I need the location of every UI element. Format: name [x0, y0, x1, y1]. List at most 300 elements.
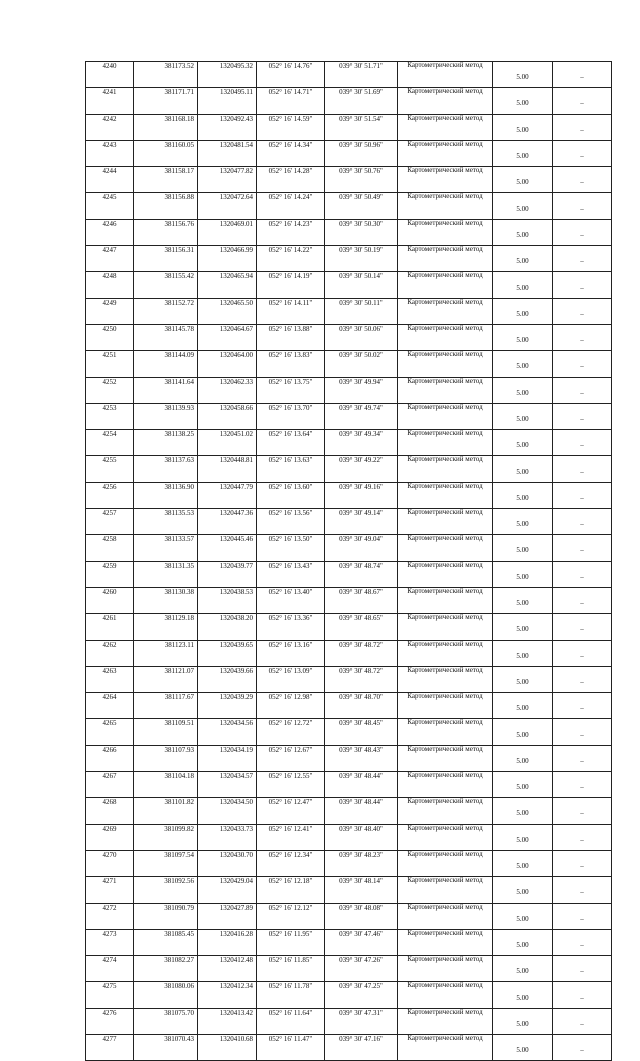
- accuracy-cell: 5.00: [493, 456, 553, 482]
- longitude-cell: 039° 30' 50.96": [325, 140, 398, 166]
- latitude-cell: 052° 16' 14.19": [257, 272, 325, 298]
- accuracy-cell: 5.00: [493, 246, 553, 272]
- table-row: [86, 193, 612, 219]
- latitude-cell: 052° 16' 13.09": [257, 666, 325, 692]
- table-row: [86, 850, 612, 876]
- accuracy-cell: 5.00: [493, 219, 553, 245]
- method-cell: Картометрический метод: [398, 1034, 493, 1060]
- method-cell: Картометрический метод: [398, 798, 493, 824]
- y-coordinate-cell: 1320447.36: [198, 509, 257, 535]
- note-cell: –: [553, 193, 612, 219]
- point-number-cell: 4270: [86, 850, 134, 876]
- note-cell: –: [553, 272, 612, 298]
- table-row: [86, 903, 612, 929]
- y-coordinate-cell: 1320447.79: [198, 482, 257, 508]
- x-coordinate-cell: 381131.35: [134, 561, 198, 587]
- table-row: [86, 1008, 612, 1034]
- method-cell: Картометрический метод: [398, 219, 493, 245]
- y-coordinate-cell: 1320462.33: [198, 377, 257, 403]
- note-cell: –: [553, 1034, 612, 1060]
- accuracy-cell: 5.00: [493, 88, 553, 114]
- x-coordinate-cell: 381070.43: [134, 1034, 198, 1060]
- y-coordinate-cell: 1320434.56: [198, 719, 257, 745]
- table-row: [86, 982, 612, 1008]
- x-coordinate-cell: 381101.82: [134, 798, 198, 824]
- y-coordinate-cell: 1320412.48: [198, 956, 257, 982]
- method-cell: Картометрический метод: [398, 272, 493, 298]
- y-coordinate-cell: 1320465.50: [198, 298, 257, 324]
- x-coordinate-cell: 381171.71: [134, 88, 198, 114]
- table-row: [86, 772, 612, 798]
- method-cell: Картометрический метод: [398, 772, 493, 798]
- y-coordinate-cell: 1320439.77: [198, 561, 257, 587]
- coordinates-table-body: [86, 62, 612, 1061]
- note-cell: –: [553, 88, 612, 114]
- x-coordinate-cell: 381168.18: [134, 114, 198, 140]
- point-number-cell: 4255: [86, 456, 134, 482]
- latitude-cell: 052° 16' 13.63": [257, 456, 325, 482]
- latitude-cell: 052° 16' 12.67": [257, 745, 325, 771]
- y-coordinate-cell: 1320458.66: [198, 403, 257, 429]
- note-cell: –: [553, 982, 612, 1008]
- accuracy-cell: 5.00: [493, 535, 553, 561]
- latitude-cell: 052° 16' 13.83": [257, 351, 325, 377]
- point-number-cell: 4271: [86, 877, 134, 903]
- table-row: [86, 561, 612, 587]
- y-coordinate-cell: 1320439.65: [198, 640, 257, 666]
- method-cell: Картометрический метод: [398, 482, 493, 508]
- longitude-cell: 039° 30' 47.25": [325, 982, 398, 1008]
- longitude-cell: 039° 30' 47.46": [325, 929, 398, 955]
- accuracy-cell: 5.00: [493, 640, 553, 666]
- table-row: [86, 956, 612, 982]
- note-cell: –: [553, 535, 612, 561]
- x-coordinate-cell: 381144.09: [134, 351, 198, 377]
- coordinates-table: [85, 61, 612, 1061]
- latitude-cell: 052° 16' 14.71": [257, 88, 325, 114]
- note-cell: –: [553, 509, 612, 535]
- point-number-cell: 4269: [86, 824, 134, 850]
- x-coordinate-cell: 381133.57: [134, 535, 198, 561]
- note-cell: –: [553, 798, 612, 824]
- longitude-cell: 039° 30' 48.23": [325, 850, 398, 876]
- x-coordinate-cell: 381156.76: [134, 219, 198, 245]
- point-number-cell: 4240: [86, 62, 134, 88]
- latitude-cell: 052° 16' 12.12": [257, 903, 325, 929]
- longitude-cell: 039° 30' 48.44": [325, 772, 398, 798]
- y-coordinate-cell: 1320439.66: [198, 666, 257, 692]
- y-coordinate-cell: 1320495.11: [198, 88, 257, 114]
- longitude-cell: 039° 30' 47.26": [325, 956, 398, 982]
- longitude-cell: 039° 30' 48.08": [325, 903, 398, 929]
- method-cell: Картометрический метод: [398, 929, 493, 955]
- longitude-cell: 039° 30' 50.30": [325, 219, 398, 245]
- y-coordinate-cell: 1320416.28: [198, 929, 257, 955]
- y-coordinate-cell: 1320469.01: [198, 219, 257, 245]
- y-coordinate-cell: 1320438.53: [198, 587, 257, 613]
- latitude-cell: 052° 16' 13.64": [257, 430, 325, 456]
- y-coordinate-cell: 1320448.81: [198, 456, 257, 482]
- longitude-cell: 039° 30' 49.22": [325, 456, 398, 482]
- table-row: [86, 430, 612, 456]
- point-number-cell: 4274: [86, 956, 134, 982]
- accuracy-cell: 5.00: [493, 1034, 553, 1060]
- point-number-cell: 4242: [86, 114, 134, 140]
- point-number-cell: 4251: [86, 351, 134, 377]
- x-coordinate-cell: 381121.07: [134, 666, 198, 692]
- longitude-cell: 039° 30' 48.74": [325, 561, 398, 587]
- accuracy-cell: 5.00: [493, 982, 553, 1008]
- longitude-cell: 039° 30' 48.65": [325, 614, 398, 640]
- latitude-cell: 052° 16' 11.64": [257, 1008, 325, 1034]
- y-coordinate-cell: 1320477.82: [198, 167, 257, 193]
- point-number-cell: 4253: [86, 403, 134, 429]
- note-cell: –: [553, 377, 612, 403]
- accuracy-cell: 5.00: [493, 561, 553, 587]
- point-number-cell: 4268: [86, 798, 134, 824]
- table-row: [86, 246, 612, 272]
- point-number-cell: 4257: [86, 509, 134, 535]
- point-number-cell: 4265: [86, 719, 134, 745]
- method-cell: Картометрический метод: [398, 535, 493, 561]
- accuracy-cell: 5.00: [493, 693, 553, 719]
- accuracy-cell: 5.00: [493, 298, 553, 324]
- latitude-cell: 052° 16' 14.76": [257, 62, 325, 88]
- table-row: [86, 719, 612, 745]
- point-number-cell: 4256: [86, 482, 134, 508]
- longitude-cell: 039° 30' 50.76": [325, 167, 398, 193]
- table-row: [86, 1034, 612, 1060]
- longitude-cell: 039° 30' 48.40": [325, 824, 398, 850]
- y-coordinate-cell: 1320410.68: [198, 1034, 257, 1060]
- table-row: [86, 62, 612, 88]
- latitude-cell: 052° 16' 13.88": [257, 324, 325, 350]
- point-number-cell: 4254: [86, 430, 134, 456]
- table-row: [86, 272, 612, 298]
- table-row: [86, 587, 612, 613]
- method-cell: Картометрический метод: [398, 561, 493, 587]
- y-coordinate-cell: 1320434.50: [198, 798, 257, 824]
- accuracy-cell: 5.00: [493, 666, 553, 692]
- latitude-cell: 052° 16' 13.56": [257, 509, 325, 535]
- method-cell: Картометрический метод: [398, 719, 493, 745]
- point-number-cell: 4244: [86, 167, 134, 193]
- table-row: [86, 298, 612, 324]
- latitude-cell: 052° 16' 13.36": [257, 614, 325, 640]
- point-number-cell: 4266: [86, 745, 134, 771]
- note-cell: –: [553, 824, 612, 850]
- latitude-cell: 052° 16' 12.18": [257, 877, 325, 903]
- method-cell: Картометрический метод: [398, 167, 493, 193]
- table-row: [86, 509, 612, 535]
- y-coordinate-cell: 1320465.94: [198, 272, 257, 298]
- latitude-cell: 052° 16' 13.70": [257, 403, 325, 429]
- x-coordinate-cell: 381104.18: [134, 772, 198, 798]
- x-coordinate-cell: 381138.25: [134, 430, 198, 456]
- latitude-cell: 052° 16' 13.40": [257, 587, 325, 613]
- longitude-cell: 039° 30' 47.31": [325, 1008, 398, 1034]
- table-row: [86, 614, 612, 640]
- x-coordinate-cell: 381156.88: [134, 193, 198, 219]
- y-coordinate-cell: 1320492.43: [198, 114, 257, 140]
- note-cell: –: [553, 956, 612, 982]
- accuracy-cell: 5.00: [493, 114, 553, 140]
- method-cell: Картометрический метод: [398, 745, 493, 771]
- note-cell: –: [553, 456, 612, 482]
- table-row: [86, 693, 612, 719]
- point-number-cell: 4276: [86, 1008, 134, 1034]
- point-number-cell: 4261: [86, 614, 134, 640]
- note-cell: –: [553, 1008, 612, 1034]
- accuracy-cell: 5.00: [493, 929, 553, 955]
- table-row: [86, 640, 612, 666]
- latitude-cell: 052° 16' 14.22": [257, 246, 325, 272]
- method-cell: Картометрический метод: [398, 140, 493, 166]
- table-row: [86, 482, 612, 508]
- accuracy-cell: 5.00: [493, 903, 553, 929]
- table-row: [86, 219, 612, 245]
- table-row: [86, 877, 612, 903]
- note-cell: –: [553, 140, 612, 166]
- latitude-cell: 052° 16' 11.95": [257, 929, 325, 955]
- accuracy-cell: 5.00: [493, 798, 553, 824]
- note-cell: –: [553, 666, 612, 692]
- method-cell: Картометрический метод: [398, 377, 493, 403]
- accuracy-cell: 5.00: [493, 430, 553, 456]
- y-coordinate-cell: 1320439.29: [198, 693, 257, 719]
- x-coordinate-cell: 381129.18: [134, 614, 198, 640]
- note-cell: –: [553, 114, 612, 140]
- note-cell: –: [553, 219, 612, 245]
- longitude-cell: 039° 30' 49.04": [325, 535, 398, 561]
- method-cell: Картометрический метод: [398, 982, 493, 1008]
- longitude-cell: 039° 30' 49.94": [325, 377, 398, 403]
- x-coordinate-cell: 381160.05: [134, 140, 198, 166]
- latitude-cell: 052° 16' 13.50": [257, 535, 325, 561]
- y-coordinate-cell: 1320429.04: [198, 877, 257, 903]
- table-row: [86, 824, 612, 850]
- x-coordinate-cell: 381173.52: [134, 62, 198, 88]
- x-coordinate-cell: 381109.51: [134, 719, 198, 745]
- y-coordinate-cell: 1320464.00: [198, 351, 257, 377]
- latitude-cell: 052° 16' 12.41": [257, 824, 325, 850]
- accuracy-cell: 5.00: [493, 324, 553, 350]
- note-cell: –: [553, 246, 612, 272]
- y-coordinate-cell: 1320481.54: [198, 140, 257, 166]
- y-coordinate-cell: 1320430.70: [198, 850, 257, 876]
- accuracy-cell: 5.00: [493, 956, 553, 982]
- point-number-cell: 4277: [86, 1034, 134, 1060]
- method-cell: Картометрический метод: [398, 956, 493, 982]
- point-number-cell: 4263: [86, 666, 134, 692]
- latitude-cell: 052° 16' 14.59": [257, 114, 325, 140]
- x-coordinate-cell: 381152.72: [134, 298, 198, 324]
- method-cell: Картометрический метод: [398, 324, 493, 350]
- latitude-cell: 052° 16' 13.60": [257, 482, 325, 508]
- x-coordinate-cell: 381135.53: [134, 509, 198, 535]
- note-cell: –: [553, 693, 612, 719]
- table-row: [86, 666, 612, 692]
- table-row: [86, 324, 612, 350]
- y-coordinate-cell: 1320472.64: [198, 193, 257, 219]
- point-number-cell: 4258: [86, 535, 134, 561]
- table-row: [86, 456, 612, 482]
- table-row: [86, 535, 612, 561]
- y-coordinate-cell: 1320464.67: [198, 324, 257, 350]
- note-cell: –: [553, 482, 612, 508]
- note-cell: –: [553, 929, 612, 955]
- note-cell: –: [553, 850, 612, 876]
- accuracy-cell: 5.00: [493, 877, 553, 903]
- note-cell: –: [553, 587, 612, 613]
- accuracy-cell: 5.00: [493, 272, 553, 298]
- longitude-cell: 039° 30' 50.02": [325, 351, 398, 377]
- point-number-cell: 4243: [86, 140, 134, 166]
- y-coordinate-cell: 1320434.57: [198, 772, 257, 798]
- method-cell: Картометрический метод: [398, 666, 493, 692]
- longitude-cell: 039° 30' 50.49": [325, 193, 398, 219]
- x-coordinate-cell: 381123.11: [134, 640, 198, 666]
- accuracy-cell: 5.00: [493, 351, 553, 377]
- y-coordinate-cell: 1320438.20: [198, 614, 257, 640]
- point-number-cell: 4262: [86, 640, 134, 666]
- accuracy-cell: 5.00: [493, 824, 553, 850]
- x-coordinate-cell: 381099.82: [134, 824, 198, 850]
- table-row: [86, 929, 612, 955]
- longitude-cell: 039° 30' 49.16": [325, 482, 398, 508]
- point-number-cell: 4272: [86, 903, 134, 929]
- table-row: [86, 351, 612, 377]
- latitude-cell: 052° 16' 12.72": [257, 719, 325, 745]
- accuracy-cell: 5.00: [493, 193, 553, 219]
- longitude-cell: 039° 30' 48.43": [325, 745, 398, 771]
- accuracy-cell: 5.00: [493, 745, 553, 771]
- accuracy-cell: 5.00: [493, 850, 553, 876]
- x-coordinate-cell: 381107.93: [134, 745, 198, 771]
- y-coordinate-cell: 1320434.19: [198, 745, 257, 771]
- longitude-cell: 039° 30' 51.71": [325, 62, 398, 88]
- method-cell: Картометрический метод: [398, 193, 493, 219]
- method-cell: Картометрический метод: [398, 430, 493, 456]
- x-coordinate-cell: 381080.06: [134, 982, 198, 1008]
- note-cell: –: [553, 167, 612, 193]
- table-row: [86, 377, 612, 403]
- x-coordinate-cell: 381136.90: [134, 482, 198, 508]
- x-coordinate-cell: 381130.38: [134, 587, 198, 613]
- latitude-cell: 052° 16' 12.55": [257, 772, 325, 798]
- longitude-cell: 039° 30' 50.11": [325, 298, 398, 324]
- latitude-cell: 052° 16' 12.34": [257, 850, 325, 876]
- note-cell: –: [553, 351, 612, 377]
- point-number-cell: 4250: [86, 324, 134, 350]
- note-cell: –: [553, 719, 612, 745]
- note-cell: –: [553, 561, 612, 587]
- point-number-cell: 4273: [86, 929, 134, 955]
- table-row: [86, 403, 612, 429]
- method-cell: Картометрический метод: [398, 640, 493, 666]
- table-row: [86, 140, 612, 166]
- latitude-cell: 052° 16' 14.11": [257, 298, 325, 324]
- note-cell: –: [553, 903, 612, 929]
- accuracy-cell: 5.00: [493, 167, 553, 193]
- point-number-cell: 4246: [86, 219, 134, 245]
- point-number-cell: 4248: [86, 272, 134, 298]
- longitude-cell: 039° 30' 48.45": [325, 719, 398, 745]
- accuracy-cell: 5.00: [493, 719, 553, 745]
- latitude-cell: 052° 16' 14.28": [257, 167, 325, 193]
- y-coordinate-cell: 1320433.73: [198, 824, 257, 850]
- note-cell: –: [553, 772, 612, 798]
- y-coordinate-cell: 1320427.89: [198, 903, 257, 929]
- method-cell: Картометрический метод: [398, 88, 493, 114]
- point-number-cell: 4241: [86, 88, 134, 114]
- method-cell: Картометрический метод: [398, 298, 493, 324]
- y-coordinate-cell: 1320495.32: [198, 62, 257, 88]
- note-cell: –: [553, 324, 612, 350]
- accuracy-cell: 5.00: [493, 140, 553, 166]
- note-cell: –: [553, 298, 612, 324]
- x-coordinate-cell: 381156.31: [134, 246, 198, 272]
- longitude-cell: 039° 30' 50.06": [325, 324, 398, 350]
- method-cell: Картометрический метод: [398, 587, 493, 613]
- longitude-cell: 039° 30' 48.70": [325, 693, 398, 719]
- accuracy-cell: 5.00: [493, 1008, 553, 1034]
- table-row: [86, 114, 612, 140]
- accuracy-cell: 5.00: [493, 772, 553, 798]
- method-cell: Картометрический метод: [398, 1008, 493, 1034]
- x-coordinate-cell: 381090.79: [134, 903, 198, 929]
- x-coordinate-cell: 381117.67: [134, 693, 198, 719]
- longitude-cell: 039° 30' 49.34": [325, 430, 398, 456]
- longitude-cell: 039° 30' 51.54": [325, 114, 398, 140]
- x-coordinate-cell: 381082.27: [134, 956, 198, 982]
- accuracy-cell: 5.00: [493, 62, 553, 88]
- longitude-cell: 039° 30' 49.14": [325, 509, 398, 535]
- longitude-cell: 039° 30' 48.67": [325, 587, 398, 613]
- x-coordinate-cell: 381137.63: [134, 456, 198, 482]
- latitude-cell: 052° 16' 11.47": [257, 1034, 325, 1060]
- accuracy-cell: 5.00: [493, 377, 553, 403]
- note-cell: –: [553, 614, 612, 640]
- method-cell: Картометрический метод: [398, 877, 493, 903]
- accuracy-cell: 5.00: [493, 509, 553, 535]
- longitude-cell: 039° 30' 50.19": [325, 246, 398, 272]
- method-cell: Картометрический метод: [398, 403, 493, 429]
- longitude-cell: 039° 30' 48.72": [325, 666, 398, 692]
- point-number-cell: 4247: [86, 246, 134, 272]
- accuracy-cell: 5.00: [493, 403, 553, 429]
- y-coordinate-cell: 1320451.02: [198, 430, 257, 456]
- x-coordinate-cell: 381085.45: [134, 929, 198, 955]
- method-cell: Картометрический метод: [398, 114, 493, 140]
- x-coordinate-cell: 381092.56: [134, 877, 198, 903]
- note-cell: –: [553, 877, 612, 903]
- point-number-cell: 4259: [86, 561, 134, 587]
- x-coordinate-cell: 381097.54: [134, 850, 198, 876]
- y-coordinate-cell: 1320412.34: [198, 982, 257, 1008]
- method-cell: Картометрический метод: [398, 62, 493, 88]
- x-coordinate-cell: 381139.93: [134, 403, 198, 429]
- x-coordinate-cell: 381075.70: [134, 1008, 198, 1034]
- method-cell: Картометрический метод: [398, 456, 493, 482]
- table-row: [86, 88, 612, 114]
- method-cell: Картометрический метод: [398, 509, 493, 535]
- note-cell: –: [553, 430, 612, 456]
- method-cell: Картометрический метод: [398, 614, 493, 640]
- longitude-cell: 039° 30' 51.69": [325, 88, 398, 114]
- accuracy-cell: 5.00: [493, 587, 553, 613]
- y-coordinate-cell: 1320445.46: [198, 535, 257, 561]
